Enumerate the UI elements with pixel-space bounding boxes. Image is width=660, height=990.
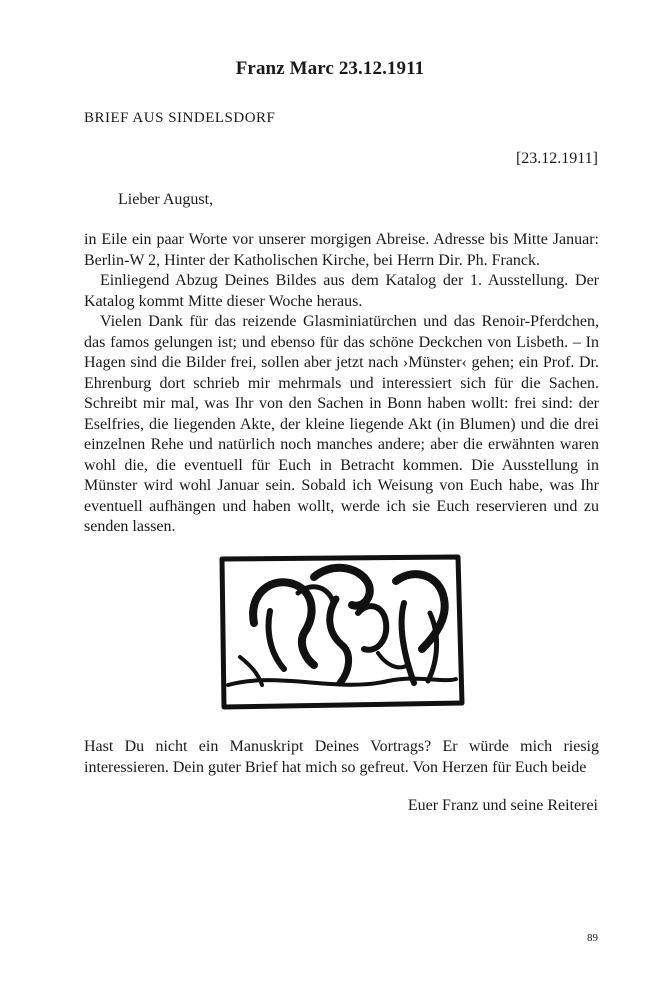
letter-subtitle: BRIEF AUS SINDELSDORF bbox=[84, 110, 276, 126]
letter-paragraph: in Eile ein paar Worte vor unserer morgigen Abreise. Adresse bis Mitte Januar: Berlin-W 2, Hinter der Katholischen Kirche, bei Herrn Dir. Ph. Franck. bbox=[84, 231, 599, 269]
letter-paragraph: Einliegend Abzug Deines Bildes aus dem Katalog der 1. Ausstellung. Der Katalog kommt Mitte dieser Woche heraus. bbox=[84, 272, 599, 310]
letter-closing bbox=[84, 737, 599, 778]
letter-salutation: Lieber August, bbox=[118, 191, 214, 208]
horse-sketch-illustration bbox=[218, 553, 466, 711]
letter-closing-text: Hast Du nicht ein Manuskript Deines Vortrags? Er würde mich riesig interessieren. Dein guter Brief hat mich so gefreut. Von Herzen für Euch beide bbox=[84, 738, 599, 776]
page-title: Franz Marc 23.12.1911 bbox=[235, 58, 425, 79]
letter-signature: Euer Franz und seine Reiterei bbox=[407, 797, 598, 814]
letter-paragraph: Vielen Dank für das reizende Glasminiatürchen und das Renoir-Pferdchen, das famos gelungen ist; und ebenso für das schöne Deckchen von Lisbeth. – In Hagen sind die Bilder frei, sollen aber jetzt nach ›Münster‹ gehen; ein Prof. Dr. Ehrenburg dort schrieb mir mehrmals und interessiert sich für die Sachen. Schreibt mir mal, was Ihr von den Sachen in Bonn haben wollt: frei sind: der Eselfries, die liegenden Akte, der kleine liegende Akt (in Blumen) und die drei einzelnen Rehe und natürlich noch manches andere; aber die erwähnten waren wohl die, die eventuell für Euch in Betracht kommen. Die Ausstellung in Münster wird wohl Januar sein. Sobald ich Weisung von Euch habe, was Ihr eventuell aufhängen und haben wollt, werde ich sie Euch reservieren und zu senden lassen. bbox=[84, 313, 599, 535]
page-number: 89 bbox=[587, 932, 598, 944]
letter-body bbox=[84, 230, 599, 538]
letter-date: [23.12.1911] bbox=[515, 150, 598, 167]
